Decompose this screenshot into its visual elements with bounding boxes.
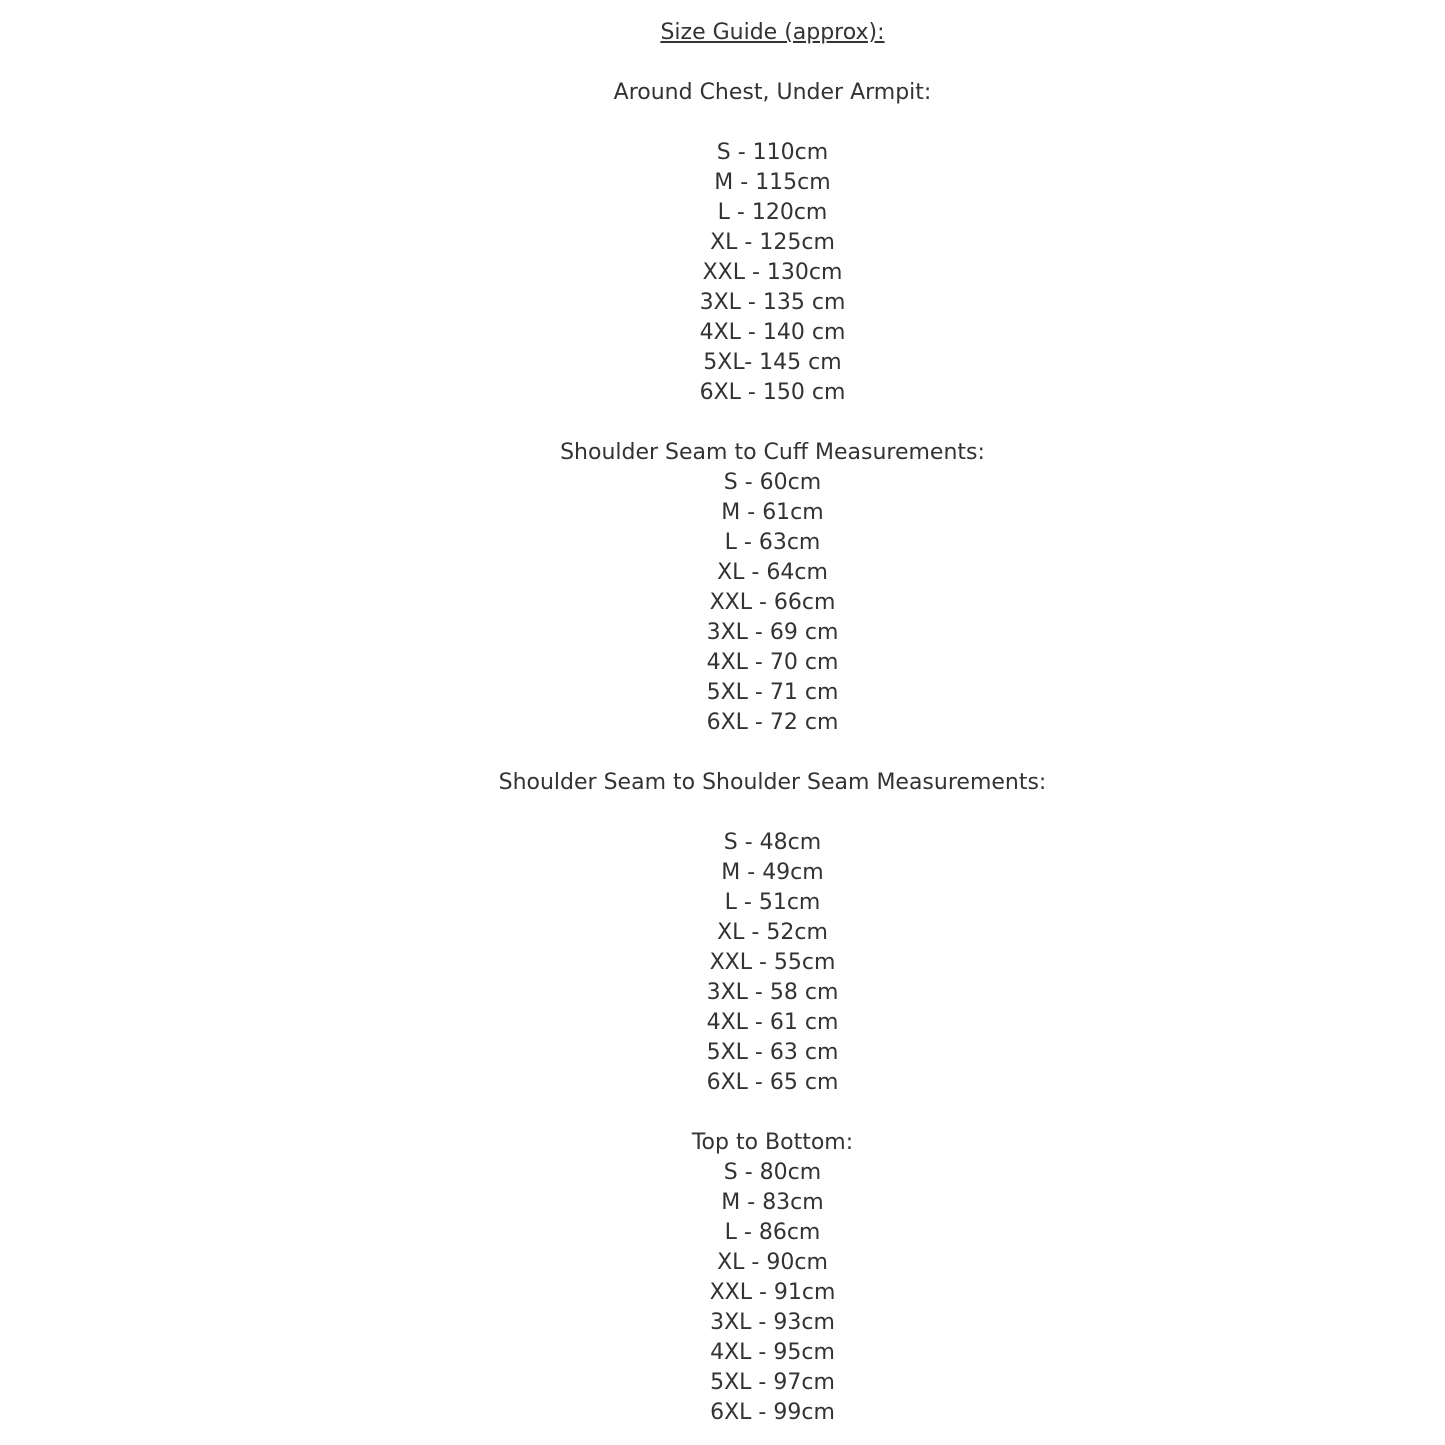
size-item: XXL - 91cm xyxy=(709,1280,836,1305)
size-item: L - 51cm xyxy=(724,890,821,915)
size-item: XL - 125cm xyxy=(710,230,835,255)
size-item: 3XL - 135 cm xyxy=(699,290,846,315)
size-item: 4XL - 95cm xyxy=(710,1340,835,1365)
size-item: 4XL - 61 cm xyxy=(706,1010,839,1035)
blank-line xyxy=(100,798,1445,828)
size-section-1 xyxy=(100,438,1445,738)
size-item: XL - 64cm xyxy=(717,560,828,585)
size-item: XXL - 130cm xyxy=(702,260,843,285)
size-item: XL - 52cm xyxy=(717,920,828,945)
size-item: S - 60cm xyxy=(723,470,822,495)
sections xyxy=(100,78,1445,1428)
size-item: XXL - 66cm xyxy=(709,590,836,615)
size-item: 4XL - 70 cm xyxy=(706,650,839,675)
size-section-3 xyxy=(100,1128,1445,1428)
size-item: 4XL - 140 cm xyxy=(699,320,846,345)
section-heading: Shoulder Seam to Cuff Measurements: xyxy=(560,440,985,465)
size-section-2 xyxy=(100,768,1445,1098)
page-title: Size Guide (approx): xyxy=(660,20,885,45)
section-heading: Shoulder Seam to Shoulder Seam Measurements: xyxy=(498,770,1047,795)
size-item: M - 61cm xyxy=(721,500,824,525)
size-item: 6XL - 72 cm xyxy=(706,710,839,735)
size-item: M - 83cm xyxy=(721,1190,824,1215)
size-item: XXL - 55cm xyxy=(709,950,836,975)
size-item: 5XL - 71 cm xyxy=(706,680,839,705)
size-item: S - 110cm xyxy=(716,140,829,165)
size-item: L - 86cm xyxy=(724,1220,821,1245)
size-item: 3XL - 69 cm xyxy=(706,620,839,645)
size-item: 5XL- 145 cm xyxy=(703,350,842,375)
size-item: S - 48cm xyxy=(723,830,822,855)
size-section-0 xyxy=(100,78,1445,408)
size-item: 6XL - 99cm xyxy=(710,1400,835,1425)
size-item: 6XL - 150 cm xyxy=(699,380,846,405)
size-item: 3XL - 93cm xyxy=(710,1310,835,1335)
size-item: M - 49cm xyxy=(721,860,824,885)
size-item: S - 80cm xyxy=(723,1160,822,1185)
size-item: L - 63cm xyxy=(724,530,821,555)
size-item: XL - 90cm xyxy=(717,1250,828,1275)
size-item: 5XL - 63 cm xyxy=(706,1040,839,1065)
size-item: 6XL - 65 cm xyxy=(706,1070,839,1095)
size-item: 5XL - 97cm xyxy=(710,1370,835,1395)
blank-line xyxy=(100,108,1445,138)
size-item: M - 115cm xyxy=(714,170,831,195)
size-item: 3XL - 58 cm xyxy=(706,980,839,1005)
section-heading: Around Chest, Under Armpit: xyxy=(613,80,932,105)
size-item: L - 120cm xyxy=(717,200,828,225)
section-heading: Top to Bottom: xyxy=(691,1130,854,1155)
